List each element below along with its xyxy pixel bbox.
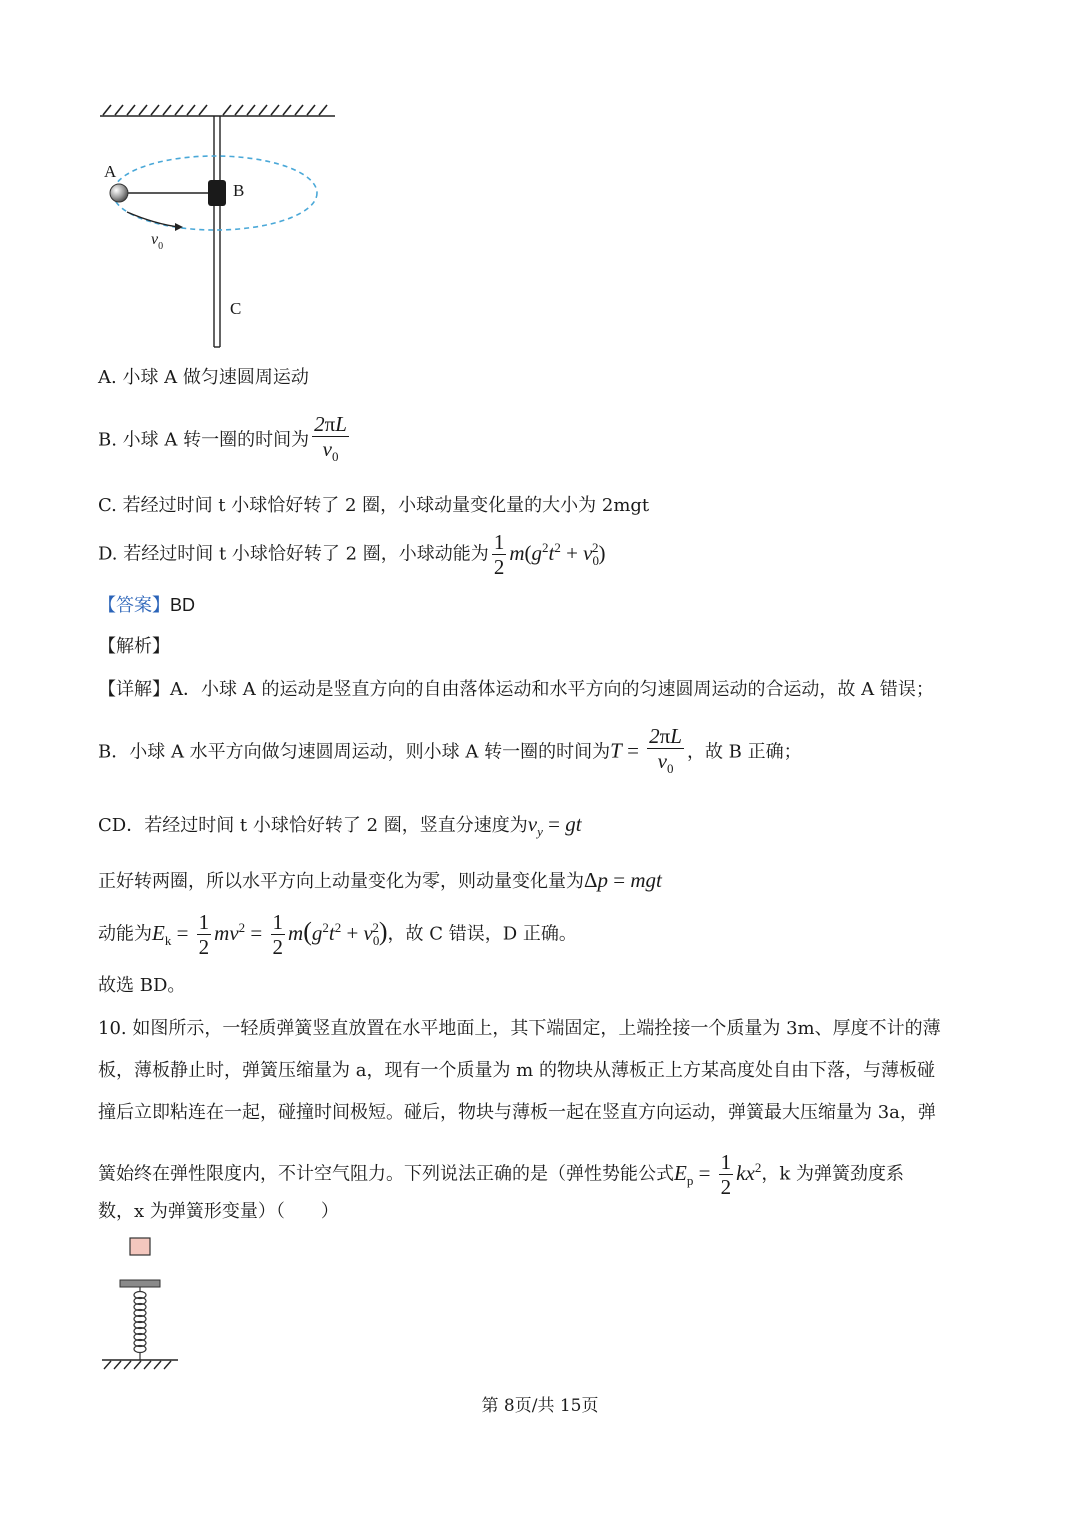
energy-prefix: 动能为 [98, 923, 152, 945]
b-explanation [98, 724, 802, 781]
collar-b [208, 180, 226, 206]
answer-tag: 【答案】 [98, 595, 170, 616]
label-c: C [230, 299, 242, 318]
q10-line-4-suffix: ，k 为弹簧劲度系 [761, 1163, 904, 1185]
option-c: C. 若经过时间 t 小球恰好转了 2 圈，小球动量变化量的大小为 2mgt [98, 495, 650, 516]
conclusion-line: 故选 BD。 [98, 975, 186, 996]
option-b [98, 412, 352, 469]
period-formula: T = [610, 738, 645, 763]
elastic-energy-lhs: $E_p$ = [674, 1160, 716, 1188]
velocity-arrowhead [175, 223, 183, 231]
energy-formula-mid: $mv^2$ = [214, 919, 268, 945]
answer-value: BD [170, 595, 196, 615]
ground [102, 1360, 178, 1369]
falling-block [130, 1238, 150, 1255]
page-footer: 第 8页/共 15页 [481, 1396, 599, 1416]
ceiling [100, 105, 335, 116]
elastic-energy-half: $\frac{1}{2}$ [720, 1150, 732, 1199]
b-explanation-prefix: B．小球 A 水平方向做匀速圆周运动，则小球 A 转一圈的时间为 [98, 741, 611, 763]
option-a: A. 小球 A 做匀速圆周运动 [98, 367, 309, 388]
momentum-formula: Δp = mgt [584, 868, 662, 892]
kinetic-energy-fraction: $\frac{1}{2}$ [493, 530, 505, 579]
label-v0: $v_0$ [151, 231, 164, 252]
kinetic-energy-expr: $m(g^2t^2 + v_0^2)$ [509, 539, 606, 568]
spring [134, 1287, 146, 1360]
momentum-line [98, 866, 662, 896]
option-b-text: B. 小球 A 转一圈的时间为 [98, 429, 310, 451]
ball-a [110, 184, 128, 202]
velocity-arrow [127, 212, 179, 227]
period-formula-fraction: $\frac{2\pi L}{v_0}$ [647, 724, 684, 781]
energy-formula-rhs: $m(g^2t^2 + v_0^2)$ [288, 916, 388, 948]
q10-line-4-prefix: 簧始终在弹性限度内，不计空气阻力。下列说法正确的是（弹性势能公式 [98, 1163, 674, 1185]
option-d-text: D. 若经过时间 t 小球恰好转了 2 圈，小球动能为 [98, 543, 489, 565]
energy-half-1: $\frac{1}{2}$ [198, 910, 210, 959]
energy-line [98, 910, 577, 959]
momentum-prefix: 正好转两圈，所以水平方向上动量变化为零，则动量变化量为 [98, 871, 584, 892]
label-a: A [104, 162, 117, 181]
elastic-energy-rhs: $kx^2$ [736, 1159, 762, 1185]
option-d [98, 530, 606, 579]
detail-line: 【详解】A．小球 A 的运动是竖直方向的自由落体运动和水平方向的匀速圆周运动的合运动，故 A 错误； [98, 679, 934, 700]
q10-line-4 [98, 1150, 904, 1199]
cd-explanation-prefix: CD．若经过时间 t 小球恰好转了 2 圈，竖直分速度为 [98, 815, 528, 836]
q10-line-1: 10. 如图所示，一轻质弹簧竖直放置在水平地面上，其下端固定，上端拴接一个质量为 3m、厚度不计的薄 [98, 1018, 941, 1039]
q10-line-3: 撞后立即粘连在一起，碰撞时间极短。碰后，物块与薄板一起在竖直方向运动，弹簧最大压缩量为 3a，弹 [98, 1102, 936, 1123]
energy-suffix: ，故 C 错误，D 正确。 [387, 923, 577, 945]
q10-line-5: 数，x 为弹簧形变量）（ ） [98, 1201, 339, 1222]
analysis-tag: 【解析】 [98, 636, 170, 657]
spring-diagram [98, 1232, 188, 1377]
energy-half-2: $\frac{1}{2}$ [272, 910, 284, 959]
energy-formula-lhs: $E_k$ = [152, 920, 194, 948]
cd-explanation [98, 810, 582, 846]
period-fraction: $\frac{2\pi L}{v_0}$ [312, 412, 349, 469]
circular-motion-diagram [95, 100, 355, 355]
answer-line [98, 591, 195, 620]
vertical-velocity-formula: $v_y$ = gt [527, 812, 582, 840]
thin-plate [120, 1280, 160, 1287]
b-explanation-suffix: ，故 B 正确； [686, 741, 802, 763]
vertical-pole-c [214, 116, 220, 347]
label-b: B [233, 181, 245, 200]
q10-line-2: 板，薄板静止时，弹簧压缩量为 a，现有一个质量为 m 的物块从薄板正上方某高度处自由下落，与薄板碰 [98, 1060, 935, 1081]
